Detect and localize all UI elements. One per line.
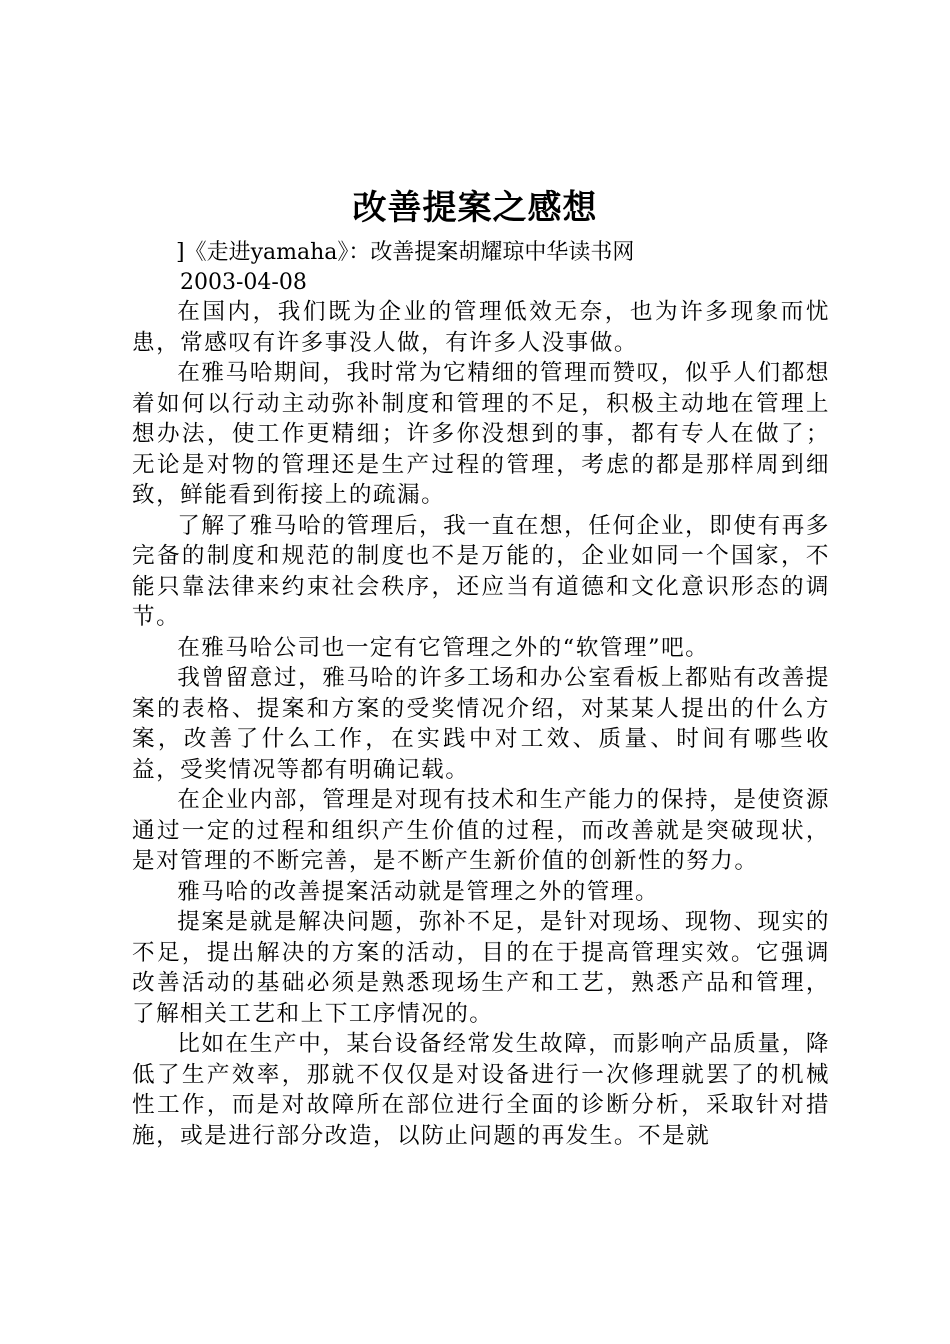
paragraph: 在雅马哈期间，我时常为它精细的管理而赞叹，似乎人们都想着如何以行动主动弥补制度和管理的不足，积极主动地在管理上想办法，使工作更精细；许多你没想到的事，都有专人在做了；无论是对物的管理还是生产过程的管理，考虑的都是那样周到细致，鲜能看到衔接上的疏漏。 [132,360,830,508]
paragraph: 我曾留意过，雅马哈的许多工场和办公室看板上都贴有改善提案的表格、提案和方案的受奖情况介绍，对某某人提出的什么方案，改善了什么工作，在实践中对工效、质量、时间有哪些收益，受奖情况等都有明确记载。 [132,665,830,783]
paragraph: 比如在生产中，某台设备经常发生故障，而影响产品质量，降低了生产效率，那就不仅仅是对设备进行一次修理就罢了的机械性工作，而是对故障所在部位进行全面的诊断分析，采取针对措施，或是进行部分改造，以防止问题的再发生。不是就 [132,1031,830,1149]
paragraph: 在雅马哈公司也一定有它管理之外的“软管理”吧。 [177,634,710,661]
paragraph: 在国内，我们既为企业的管理低效无奈，也为许多现象而忧患，常感叹有许多事没人做，有许多人没事做。 [132,299,830,356]
document-title: 改善提案之感想 [352,188,598,228]
paragraph: 了解了雅马哈的管理后，我一直在想，任何企业，即使有再多完备的制度和规范的制度也不是万能的，企业如同一个国家，不能只靠法律来约束社会秩序，还应当有道德和文化意识形态的调节。 [132,512,830,630]
paragraph: 雅马哈的改善提案活动就是管理之外的管理。 [177,878,660,905]
paragraph: 提案是就是解决问题，弥补不足，是针对现场、现物、现实的不足，提出解决的方案的活动，目的在于提高管理实效。它强调改善活动的基础必须是熟悉现场生产和工艺，熟悉产品和管理，了解相关工艺和上下工序情况的。 [132,909,830,1027]
source-line: ]《走进yamaha》：改善提案胡耀琼中华读书网 [176,240,635,265]
paragraph: 在企业内部，管理是对现有技术和生产能力的保持，是使资源通过一定的过程和组织产生价值的过程，而改善就是突破现状，是对管理的不断完善，是不断产生新价值的创新性的努力。 [132,787,830,874]
publish-date: 2003-04-08 [180,270,307,295]
article-body [132,297,830,1151]
